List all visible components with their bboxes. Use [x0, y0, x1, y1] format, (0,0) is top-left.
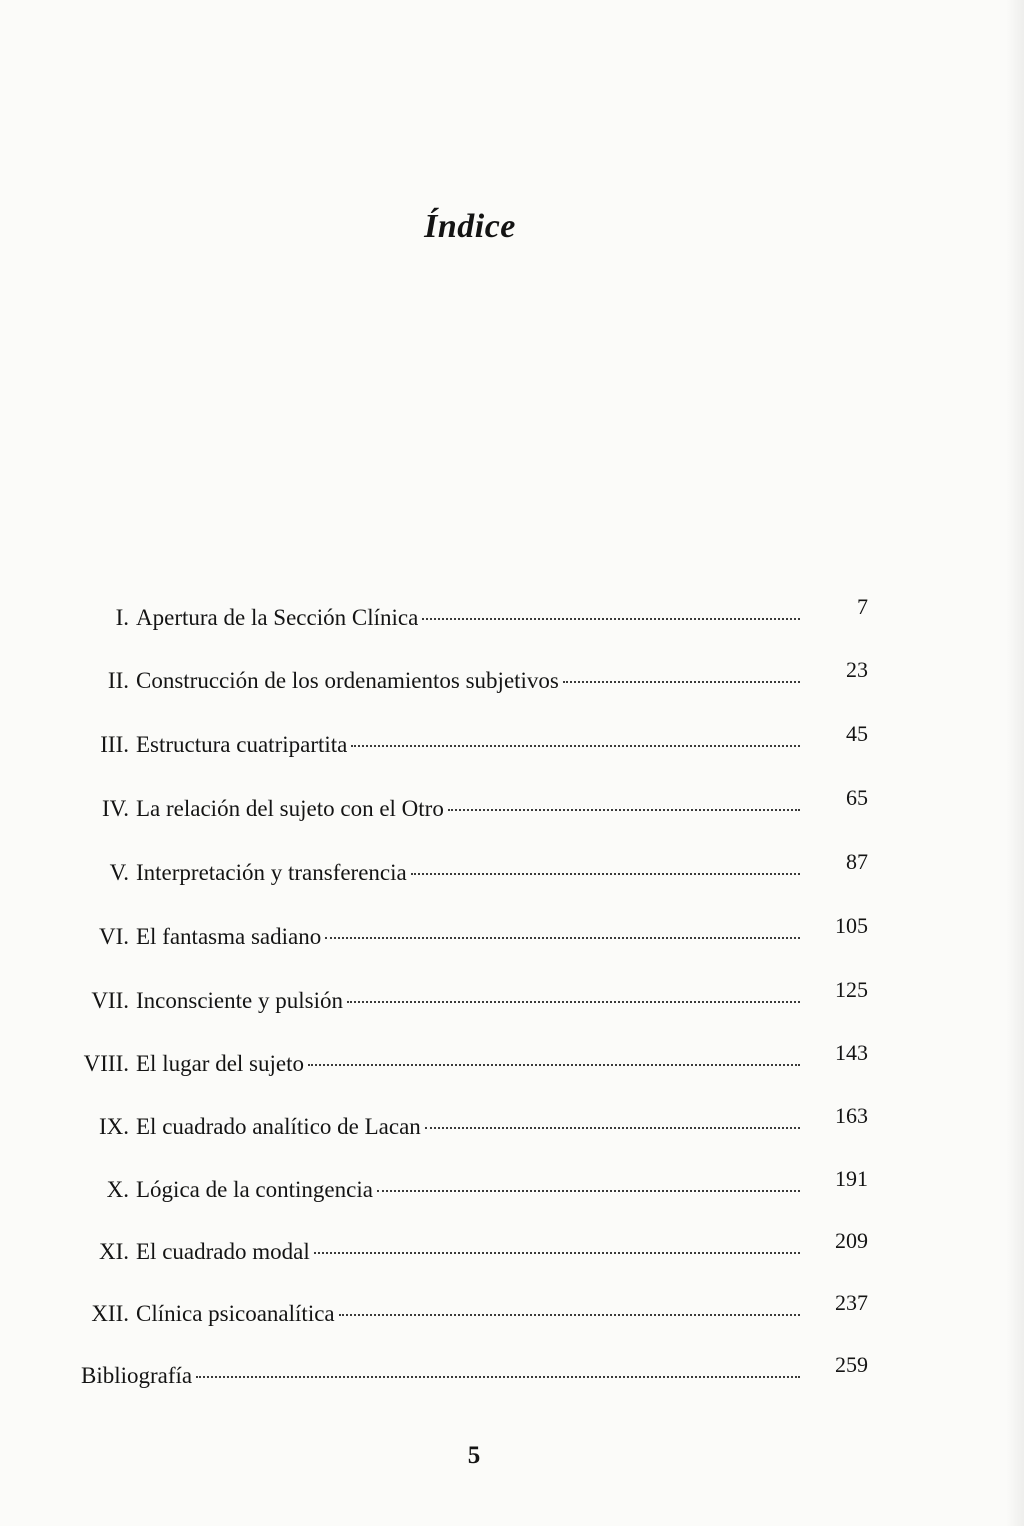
chapter-title: El fantasma sadiano	[136, 924, 322, 949]
chapter-title: Estructura cuatripartita	[136, 732, 348, 757]
chapter-title: El cuadrado analítico de Lacan	[136, 1114, 421, 1139]
chapter-numeral: III.	[100, 732, 129, 757]
dot-leader	[377, 1190, 800, 1192]
chapter-numeral: VIII.	[83, 1051, 129, 1076]
toc-entry	[78, 1290, 868, 1330]
dot-leader	[325, 937, 800, 939]
chapter-title: El cuadrado modal	[136, 1239, 310, 1264]
chapter-numeral: I.	[115, 605, 129, 630]
bibliography-title: Bibliografía	[81, 1363, 193, 1388]
toc-entry	[78, 849, 868, 889]
page-number: 163	[835, 1103, 868, 1128]
page-number: 237	[835, 1290, 868, 1315]
dot-leader	[351, 745, 800, 747]
chapter-title: Lógica de la contingencia	[136, 1177, 373, 1202]
dot-leader	[425, 1127, 800, 1129]
page-number: 105	[835, 913, 868, 938]
toc-entry	[78, 1166, 868, 1206]
chapter-numeral: XI.	[98, 1239, 129, 1264]
chapter-numeral: IX.	[98, 1114, 129, 1139]
dot-leader	[347, 1001, 800, 1003]
page-number: 23	[846, 657, 868, 682]
toc-entry	[78, 1228, 868, 1268]
toc-entry	[78, 721, 868, 761]
page-number: 191	[835, 1166, 868, 1191]
toc-entry	[78, 1103, 868, 1143]
toc-entry	[78, 1040, 868, 1080]
chapter-title: El lugar del sujeto	[136, 1051, 304, 1076]
dot-leader	[339, 1314, 800, 1316]
toc-entry-bibliography	[78, 1352, 868, 1392]
page-number: 125	[835, 977, 868, 1002]
chapter-numeral: VII.	[91, 988, 129, 1013]
page-number: 259	[835, 1352, 868, 1377]
dot-leader	[308, 1064, 800, 1066]
toc-entry	[78, 594, 868, 634]
page-number: 87	[846, 849, 868, 874]
toc-entry	[78, 977, 868, 1017]
page-number: 7	[857, 594, 868, 619]
chapter-numeral: VI.	[98, 924, 129, 949]
chapter-title: Apertura de la Sección Clínica	[136, 605, 419, 630]
dot-leader	[422, 618, 800, 620]
chapter-title: Construcción de los ordenamientos subjetivos	[136, 668, 559, 693]
chapter-numeral: X.	[106, 1177, 129, 1202]
page-number: 143	[835, 1040, 868, 1065]
chapter-title: La relación del sujeto con el Otro	[136, 796, 444, 821]
page-title: Índice	[424, 208, 516, 245]
page-number: 209	[835, 1228, 868, 1253]
toc-entry	[78, 785, 868, 825]
page-edge-shadow	[1006, 0, 1024, 1526]
chapter-title: Clínica psicoanalítica	[136, 1301, 335, 1326]
chapter-numeral: II.	[107, 668, 129, 693]
dot-leader	[448, 809, 800, 811]
chapter-title: Interpretación y transferencia	[136, 860, 407, 885]
dot-leader	[563, 681, 800, 683]
chapter-numeral: IV.	[101, 796, 129, 821]
chapter-numeral: V.	[109, 860, 129, 885]
dot-leader	[196, 1376, 800, 1378]
dot-leader	[314, 1252, 800, 1254]
page-number: 65	[846, 785, 868, 810]
toc-entry	[78, 913, 868, 953]
chapter-title: Inconsciente y pulsión	[136, 988, 343, 1013]
toc-entry	[78, 657, 868, 697]
page-number: 45	[846, 721, 868, 746]
folio-page-number: 5	[467, 1442, 481, 1469]
dot-leader	[411, 873, 800, 875]
chapter-numeral: XII.	[91, 1301, 129, 1326]
